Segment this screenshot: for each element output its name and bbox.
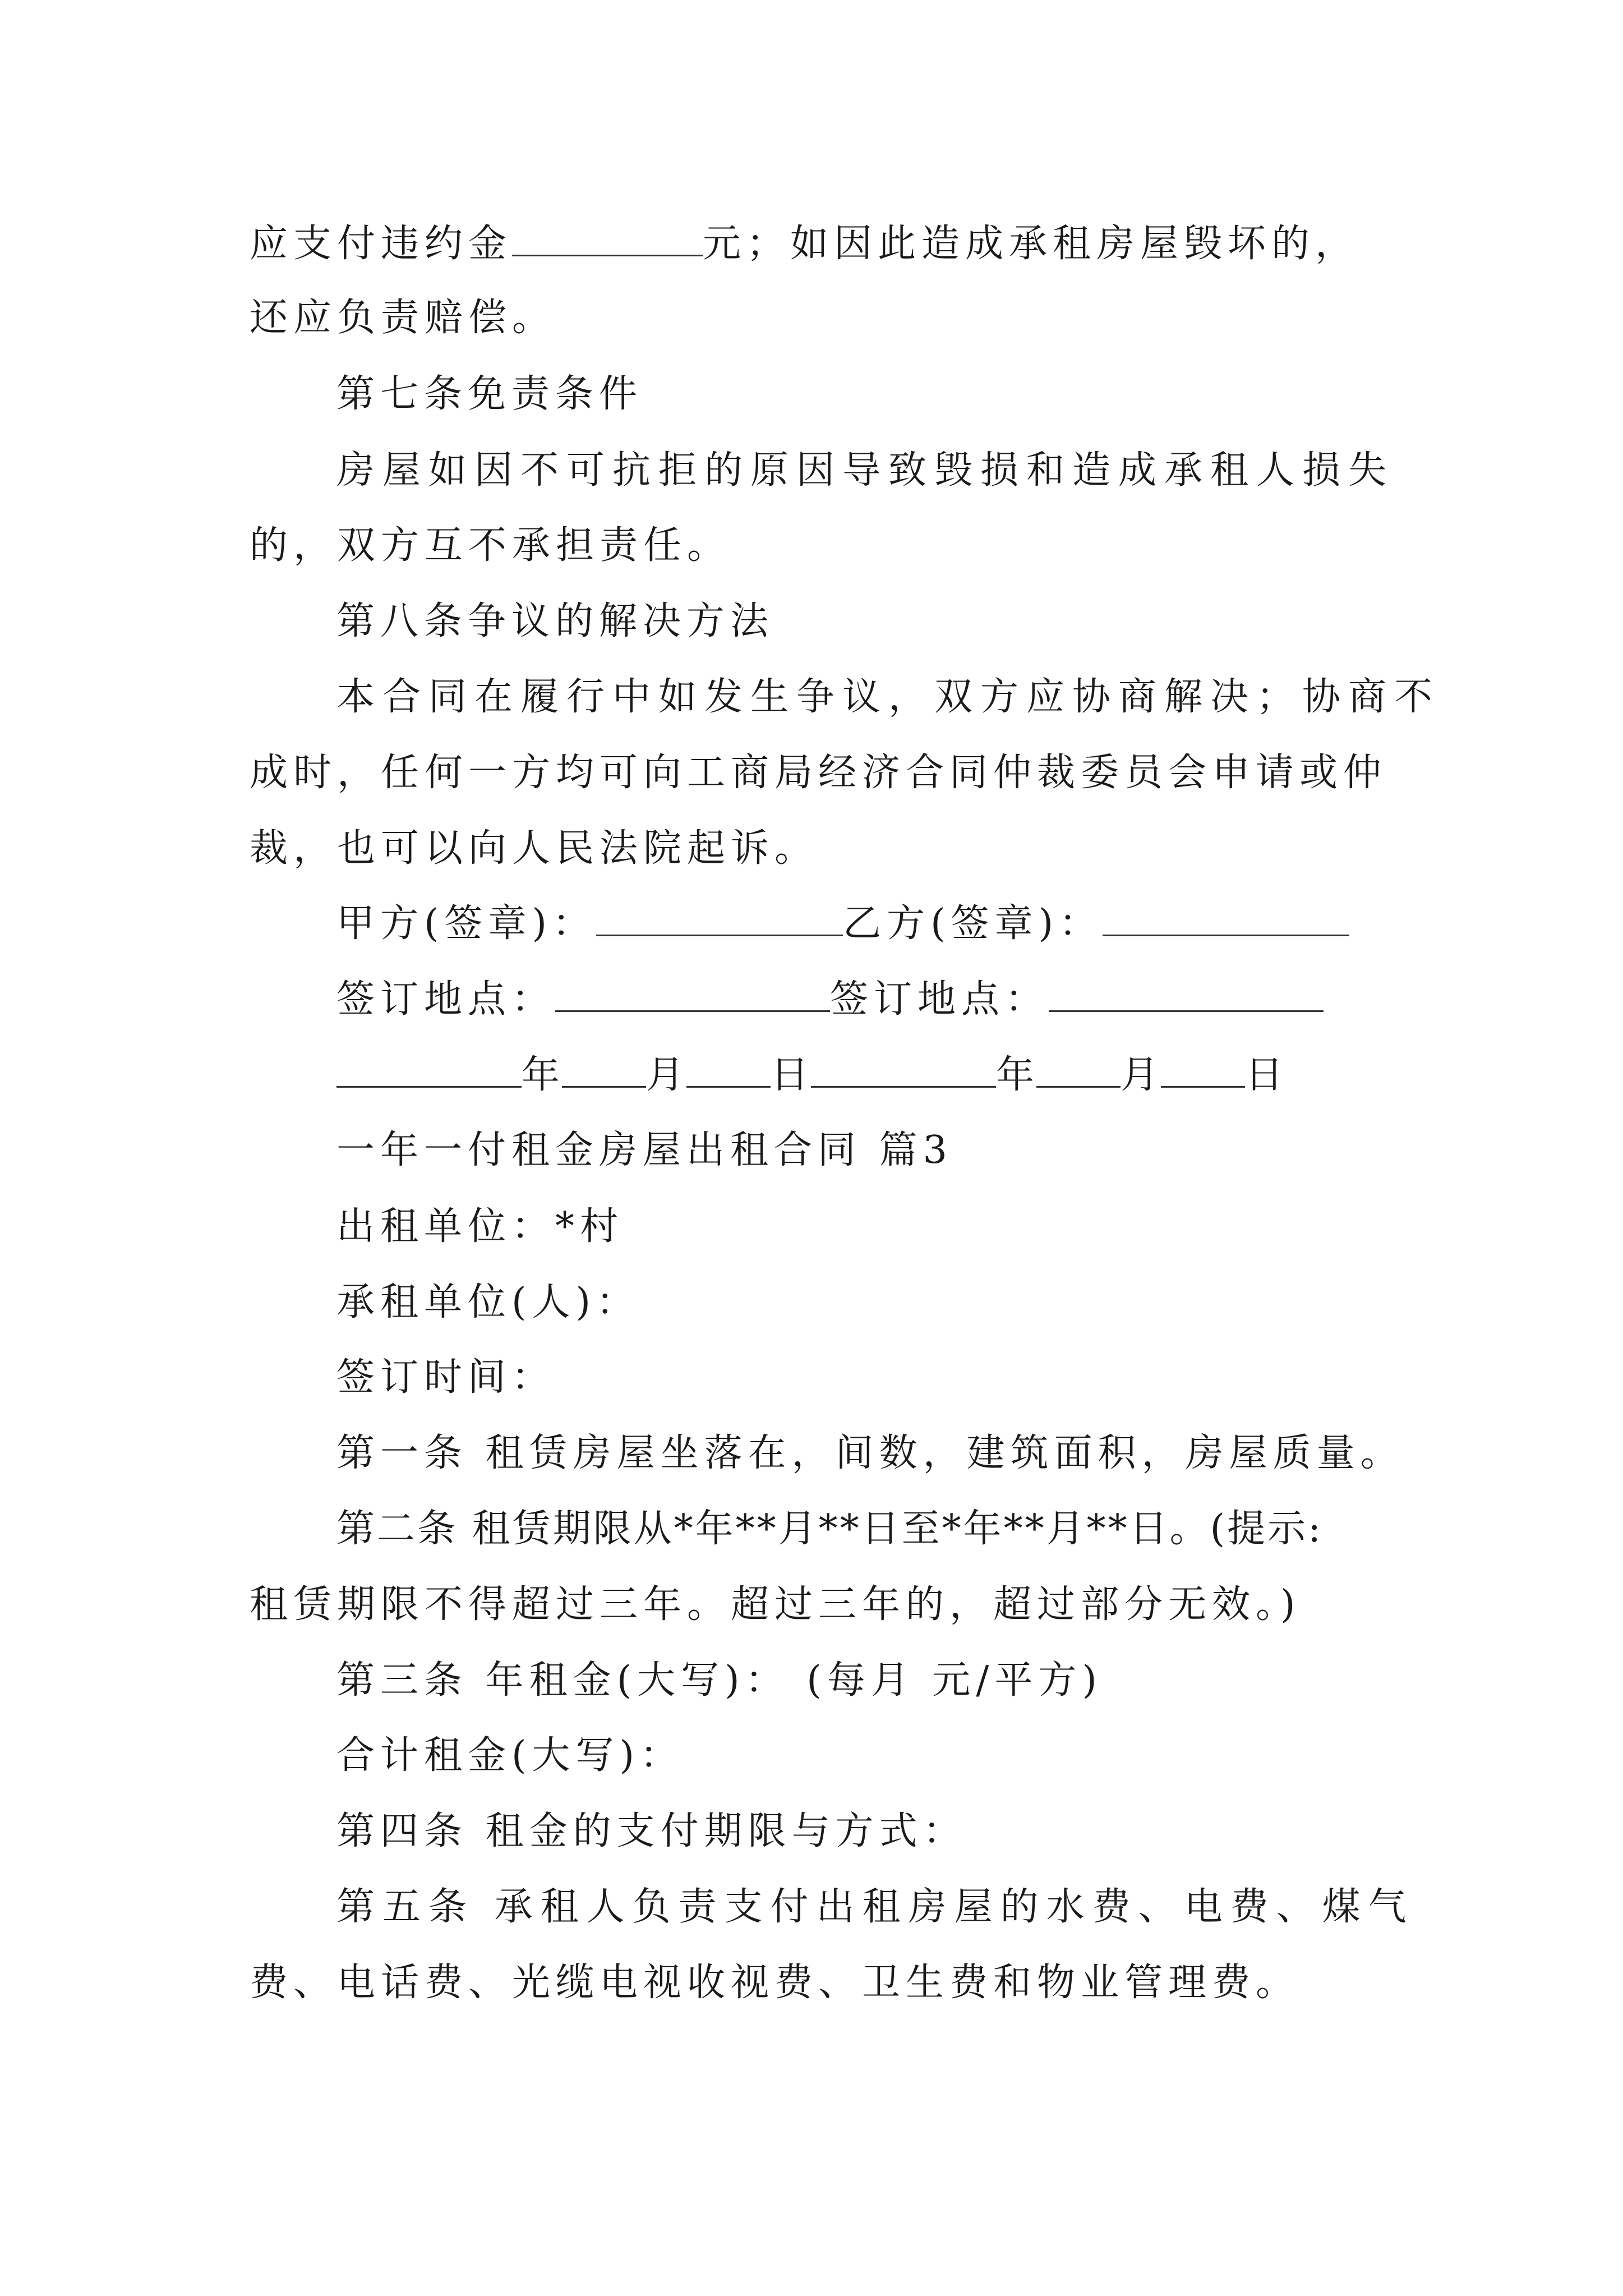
signing-place-line <box>336 974 1481 1025</box>
place-b-label: 签订地点： <box>830 977 1049 1022</box>
date-line <box>336 1050 1481 1101</box>
section-heading: 第八条争议的解决方法 <box>336 599 774 643</box>
section-heading: 第七条免责条件 <box>336 372 643 416</box>
signature-line <box>336 899 1481 949</box>
text-line: 房屋如因不可抗拒的原因导致毁损和造成承租人损失 <box>336 448 1395 493</box>
day-field[interactable] <box>686 1051 771 1088</box>
text-line: 还应负责赔偿。 <box>250 296 556 340</box>
text-line: 成时，任何一方均可向工商局经济合同仲裁委员会申请或仲 <box>250 751 1387 795</box>
year-label: 年 <box>522 1053 562 1097</box>
text-line: 裁，也可以向人民法院起诉。 <box>250 826 819 871</box>
text-segment: 应支付违约金 <box>250 222 513 266</box>
text-line: 租赁期限不得超过三年。超过三年的，超过部分无效。) <box>250 1582 1301 1627</box>
text-line: 出租单位：*村 <box>336 1204 624 1249</box>
text-line: 第四条 租金的支付期限与方式： <box>336 1809 967 1853</box>
month-label: 月 <box>1121 1053 1161 1097</box>
text-line: 第一条 租赁房屋坐落在，间数，建筑面积，房屋质量。 <box>336 1431 1404 1475</box>
party-b-signature-field[interactable] <box>1103 900 1349 936</box>
day-label: 日 <box>1245 1053 1286 1097</box>
year-field[interactable] <box>811 1051 996 1088</box>
year-field[interactable] <box>336 1051 522 1088</box>
text-line: 第三条 年租金(大写)： (每月 元/平方) <box>336 1658 1103 1703</box>
day-field[interactable] <box>1161 1051 1245 1088</box>
text-line: 承租单位(人)： <box>336 1280 640 1324</box>
day-label: 日 <box>771 1053 811 1097</box>
text-line: 第二条 租赁期限从*年**月**日至*年**月**日。(提示: <box>336 1507 1324 1551</box>
text-line: 签订时间： <box>336 1355 556 1400</box>
text-line: 合计租金(大写)： <box>336 1733 684 1778</box>
party-b-label: 乙方(签章)： <box>843 901 1103 946</box>
place-a-field[interactable] <box>555 976 830 1012</box>
text-segment: 元；如因此造成承租房屋毁坏的， <box>703 222 1359 266</box>
month-field[interactable] <box>562 1051 646 1088</box>
party-a-signature-field[interactable] <box>596 900 843 936</box>
text-line: 第五条 承租人负责支付出租房屋的水费、电费、煤气 <box>336 1885 1414 1929</box>
month-label: 月 <box>646 1053 687 1097</box>
place-b-field[interactable] <box>1049 976 1324 1012</box>
text-line: 的，双方互不承担责任。 <box>250 523 731 568</box>
text-line: 费、电话费、光缆电视收视费、卫生费和物业管理费。 <box>250 1961 1300 2005</box>
month-field[interactable] <box>1036 1051 1121 1088</box>
place-a-label: 签订地点： <box>336 977 556 1022</box>
text-line <box>250 219 1394 269</box>
blank-field[interactable] <box>512 220 703 256</box>
year-label: 年 <box>996 1053 1037 1097</box>
text-line: 本合同在履行中如发生争议，双方应协商解决；协商不 <box>336 675 1441 719</box>
party-a-label: 甲方(签章)： <box>336 901 597 946</box>
document-title: 一年一付租金房屋出租合同 篇3 <box>336 1128 953 1172</box>
